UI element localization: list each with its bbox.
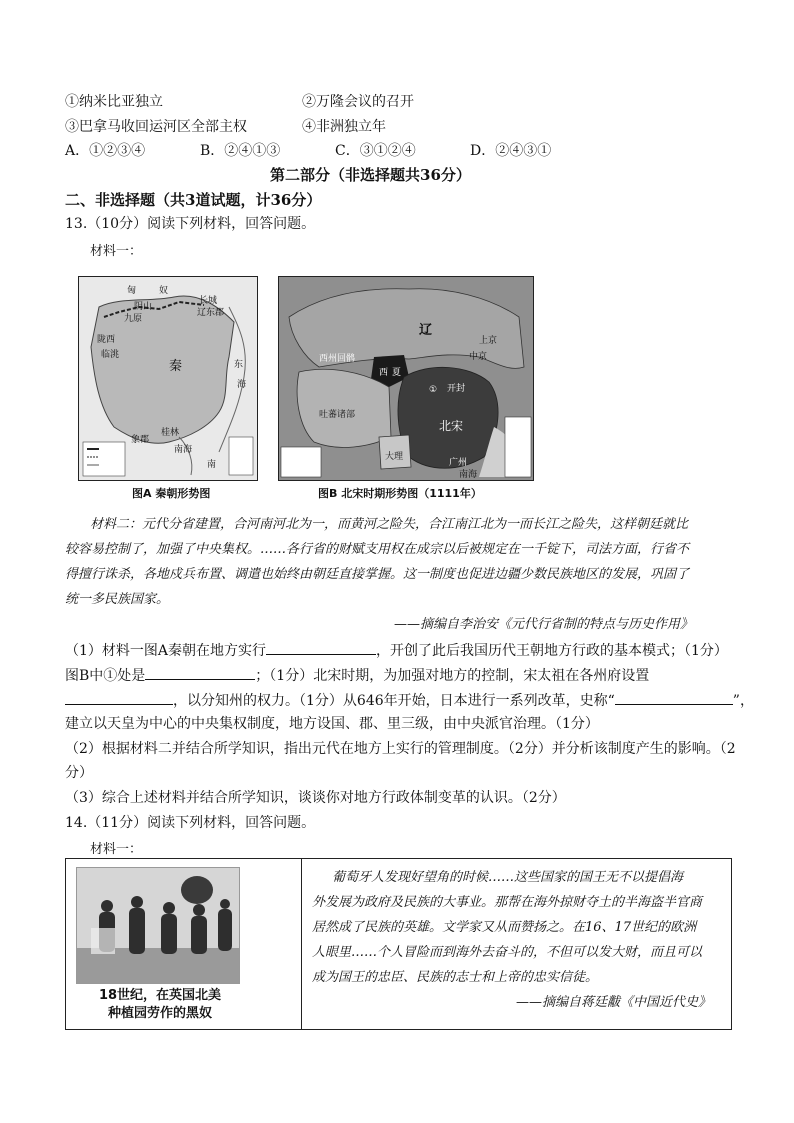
mapA-label-nanhai: 南海 — [174, 445, 193, 455]
q13-sub1-line3 — [65, 690, 754, 711]
map-qin-dynasty — [78, 276, 258, 481]
mapB-label-xi: 西 — [379, 368, 389, 378]
answer-blank-japan-reform[interactable] — [615, 690, 733, 705]
q13-material1-label: 材料一： — [90, 244, 143, 259]
mapA-label-longxi: 陇西 — [97, 335, 116, 345]
mapA-label-guilin: 桂林 — [161, 428, 180, 438]
q12-choice-c: C．③①②④ — [335, 143, 416, 159]
q13-sub1-line2 — [65, 665, 649, 686]
answer-blank-song-official[interactable] — [65, 690, 173, 705]
q13-sub2-line1: （2）根据材料二并结合所学知识，指出元代在地方上实行的管理制度。（2分）并分析该制度产生的影响。（2 — [65, 741, 736, 757]
q13-material2-line1: 材料二：元代分省建置，合河南河北为一，而黄河之险失，合江南江北为一而长江之险失，这样朝廷就比 — [90, 517, 689, 532]
mapA-label-xiong: 匈 — [127, 286, 137, 296]
mapA-label-nan: 南 — [207, 460, 217, 470]
q13-sub1-text-b: ，开创了此后我国历代王朝地方行政的基本模式；（1分） — [376, 643, 728, 659]
q13-material2-source: ——摘编自李治安《元代行省制的特点与历史作用》 — [394, 617, 694, 632]
mapA-label-xiangjun: 象郡 — [131, 435, 150, 445]
mapB-label-zhongjing: 中京 — [469, 352, 488, 362]
q14-quote-line5: 成为国王的忠臣、民族的志士和上帝的忠实信徒。 — [312, 970, 599, 985]
map-song-graphic — [279, 277, 533, 480]
mapB-label-nanhai: 南海 — [459, 470, 478, 480]
section-title: 二、非选择题（共3道试题，计36分） — [65, 191, 322, 209]
map-qin-graphic — [79, 277, 257, 480]
q13-sub1-text-f: ”， — [732, 693, 754, 709]
q13-sub1-line1 — [65, 640, 728, 661]
q13-sub1-line4: 建立以天皇为中心的中央集权制度，地方设国、郡、里三级，由中央派官治理。（1分） — [65, 716, 599, 732]
q13-material2-line2: 较容易控制了，加强了中央集权。……各行省的财赋支用权在成宗以后被规定在一千锭下，司法方面，行省不 — [65, 542, 690, 557]
mapA-label-qin: 秦 — [169, 359, 183, 374]
mapA-label-nu: 奴 — [159, 286, 169, 296]
photo-caption-line2: 种植园劳作的黑奴 — [107, 1006, 212, 1021]
q13-material2-line4: 统一多民族国家。 — [65, 592, 170, 607]
q13-intro: 13.（10分）阅读下列材料，回答问题。 — [65, 216, 316, 232]
q14-quote-line3: 居然成了民族的英雄。文学家又从而赞扬之。在16、17世纪的欧洲 — [312, 920, 697, 935]
mapA-label-hai: 海 — [237, 380, 247, 390]
q12-choice-b: B．②④①③ — [200, 143, 281, 159]
q12-option-1: ①纳米比亚独立 — [65, 94, 163, 110]
mapA-caption: 图A 秦朝形势图 — [132, 487, 211, 500]
q14-quote-line1: 葡萄牙人发现好望角的时候……这些国家的国王无不以提倡海 — [332, 870, 684, 885]
part-two-title: 第二部分（非选择题共36分） — [270, 166, 471, 184]
mapB-label-dali: 大理 — [385, 452, 404, 462]
mapB-label-shangjing: 上京 — [479, 336, 498, 346]
q14-quote-source: ——摘编自蒋廷黻《中国近代史》 — [516, 995, 712, 1010]
mapA-label-lintao: 临洮 — [101, 350, 120, 360]
q14-intro: 14.（11分）阅读下列材料，回答问题。 — [65, 815, 316, 831]
photo-caption — [74, 987, 246, 1023]
photo-graphic — [77, 868, 239, 983]
mapB-label-tubo: 吐蕃诸部 — [319, 410, 356, 420]
q14-material1-label: 材料一： — [90, 842, 143, 857]
mapB-caption: 图B 北宋时期形势图（1111年） — [318, 487, 482, 500]
q14-quote-line4: 人眼里……个人冒险而到海外去奋斗的，不但可以发大财，而且可以 — [312, 945, 703, 960]
q13-sub3: （3）综合上述材料并结合所学知识，谈谈你对地方行政体制变革的认识。（2分） — [65, 790, 566, 806]
table-divider — [301, 859, 302, 1029]
q12-choice-a: A．①②③④ — [65, 143, 146, 159]
q13-sub2-line2: 分） — [65, 765, 93, 781]
mapB-label-marker-1: ① — [429, 385, 438, 395]
mapA-label-dong: 东 — [234, 360, 244, 370]
answer-blank-qin-system[interactable] — [266, 640, 376, 655]
q13-sub1-text-c: 图B中①处是 — [65, 668, 146, 684]
answer-blank-map-marker[interactable] — [145, 665, 255, 680]
q13-sub1-text-e: ，以分知州的权力。（1分）从646年开始，日本进行一系列改革，史称“ — [173, 693, 615, 709]
mapB-label-xia: 夏 — [392, 368, 402, 378]
q14-material-table — [65, 858, 732, 1030]
mapA-label-liaodong: 辽东郡 — [197, 308, 225, 318]
mapB-label-liao: 辽 — [419, 323, 433, 338]
slave-plantation-photo — [76, 867, 240, 984]
q14-quote-line2: 外发展为政府及民族的大事业。那帮在海外掠财夺土的半海盗半官商 — [312, 895, 703, 910]
q12-option-2: ②万隆会议的召开 — [302, 94, 414, 110]
q13-sub1-text-d: ；（1分）北宋时期，为加强对地方的控制，宋太祖在各州府设置 — [255, 668, 650, 684]
mapA-label-great-wall: 长城 — [199, 296, 218, 306]
mapB-label-northern-song: 北宋 — [439, 419, 464, 433]
q13-material2-line3: 得擅行诛杀，各地戍兵布置、调遣也始终由朝廷直接掌握。这一制度也促进边疆少数民族地区的发展，巩固了 — [65, 567, 690, 582]
q13-sub1-text-a: （1）材料一图A秦朝在地方实行 — [65, 643, 267, 659]
mapA-label-jiuyuan: 九原 — [124, 314, 143, 324]
q12-option-4: ④非洲独立年 — [302, 119, 386, 135]
q12-choice-d: D．②④③① — [470, 143, 552, 159]
mapA-label-yinshan: 阴山 — [134, 302, 153, 312]
map-northern-song — [278, 276, 534, 481]
mapB-label-guangzhou: 广州 — [449, 458, 468, 468]
photo-caption-line1: 18世纪，在英国北美 — [98, 988, 222, 1003]
mapB-label-xizhou-huihu: 西州回鹘 — [319, 354, 356, 364]
mapB-label-kaifeng: 开封 — [447, 384, 466, 394]
q12-option-3: ③巴拿马收回运河区全部主权 — [65, 119, 247, 135]
